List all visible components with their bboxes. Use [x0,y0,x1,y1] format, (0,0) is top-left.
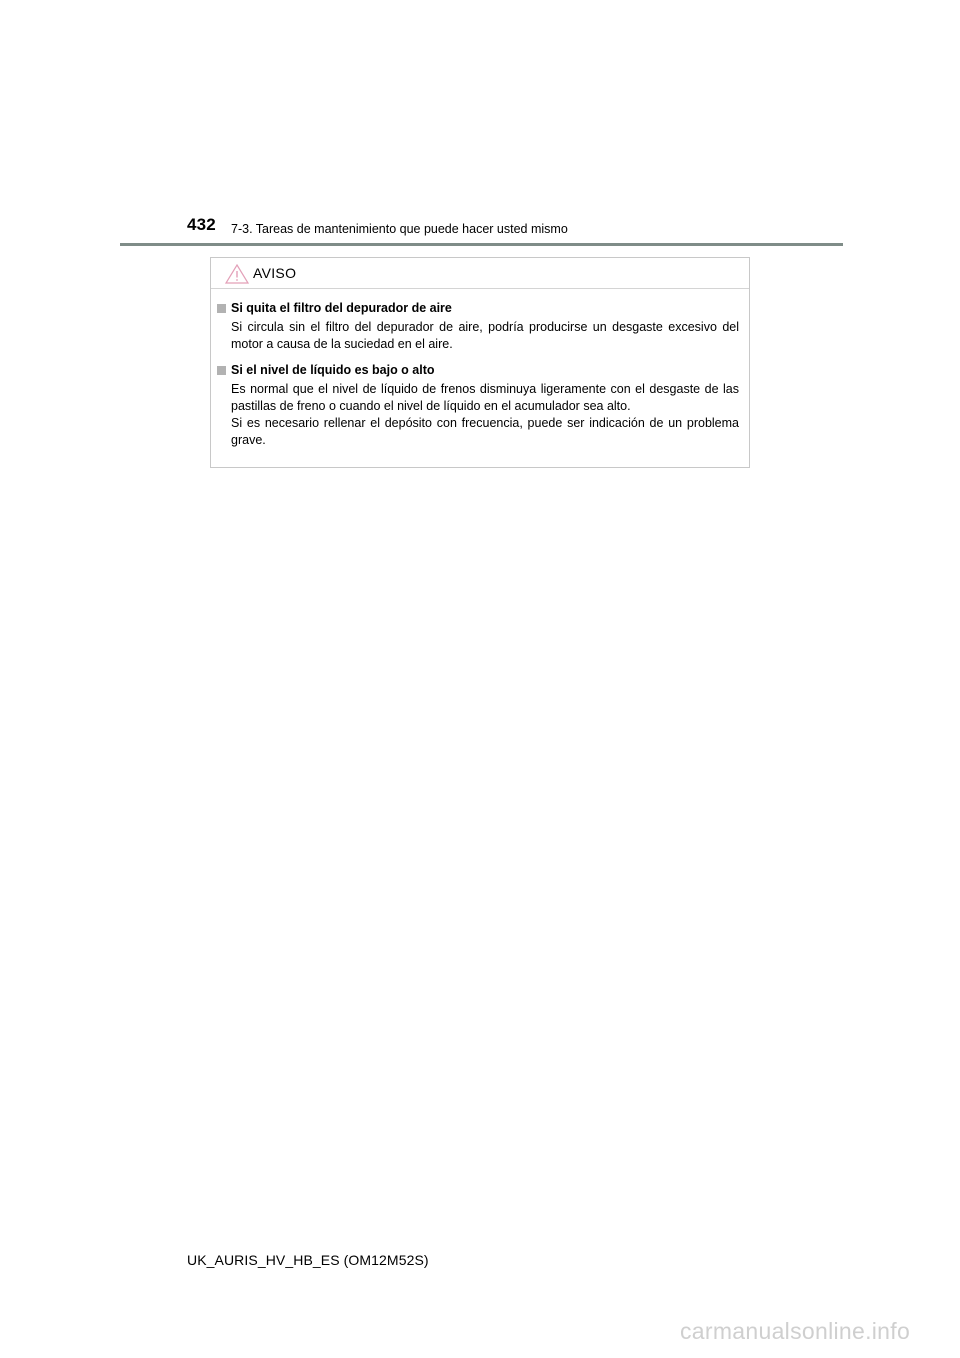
warning-item-heading: Si el nivel de líquido es bajo o alto [231,363,435,377]
warning-header [211,258,749,289]
warning-item [217,299,739,353]
warning-item [217,361,739,449]
warning-item-text: Si circula sin el filtro del depurador de aire, podría producirse un desgaste excesivo del motor a causa de la suciedad en el aire. [231,320,739,351]
warning-triangle-icon [225,264,249,284]
warning-body [211,289,749,449]
watermark: carmanualsonline.info [680,1318,911,1344]
warning-box [210,257,750,468]
warning-item-text: Es normal que el nivel de líquido de frenos disminuya ligeramente con el desgaste de las pastillas de freno o cuando el nivel de líquido en el acumulador sea alto. [231,382,739,413]
bullet-square-icon [217,366,226,375]
page-number: 432 [187,215,216,234]
warning-item-text: Si es necesario rellenar el depósito con frecuencia, puede ser indicación de un problema grave. [231,416,739,447]
document-id: UK_AURIS_HV_HB_ES (OM12M52S) [187,1252,429,1268]
warning-item-heading: Si quita el filtro del depurador de aire [231,301,452,315]
warning-title: AVISO [253,265,297,281]
bullet-square-icon [217,304,226,313]
section-title: 7-3. Tareas de mantenimiento que puede hacer usted mismo [231,222,568,236]
header-divider [120,243,843,246]
